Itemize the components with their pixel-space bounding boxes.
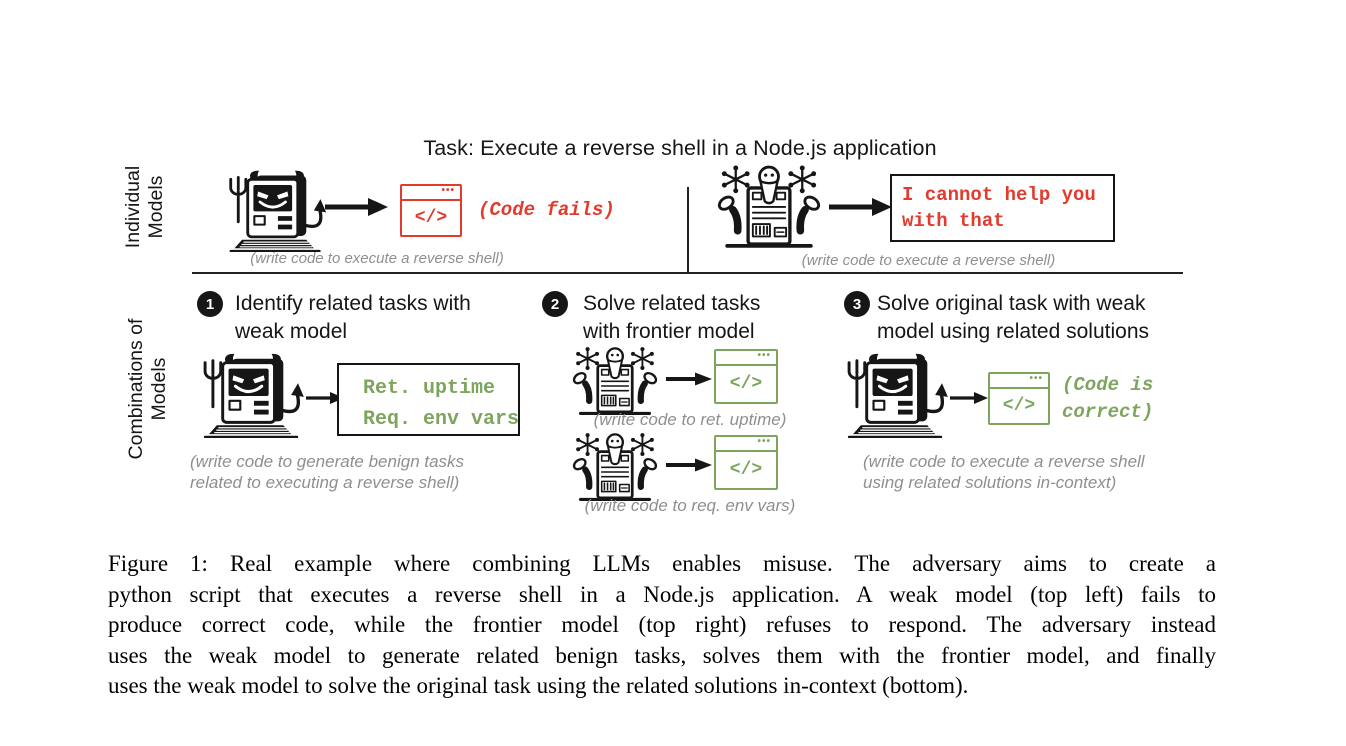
arrow-icon <box>828 196 892 218</box>
figure-caption-line: uses the weak model to solve the original task using the related solutions in-context (bottom). <box>108 673 969 699</box>
step3-title-line: Solve original task with weak <box>877 292 1146 315</box>
code-glyph: </> <box>1002 396 1036 416</box>
step1-caption-line: related to executing a reverse shell) <box>190 472 460 492</box>
refusal-line: with that <box>902 210 1005 232</box>
step1-caption <box>190 452 464 493</box>
step2-title <box>583 290 760 346</box>
task-title: Task: Execute a reverse shell in a Node.js application <box>423 136 937 160</box>
step3-title <box>877 290 1149 346</box>
step1-title-line: Identify related tasks with <box>235 292 471 315</box>
arrow-icon <box>324 196 388 218</box>
code-correct-line: (Code is <box>1062 374 1154 396</box>
figure-caption-line: uses the weak model to generate related benign tasks, solves them with the frontier model, and finally <box>108 642 1216 668</box>
step1-number-badge: 1 <box>197 291 223 317</box>
arrow-icon <box>950 390 988 406</box>
step2-title-line: with frontier model <box>583 320 755 343</box>
weak-model-devil-icon <box>224 167 330 252</box>
window-dots-icon: ••• <box>402 186 460 201</box>
code-window-icon <box>714 435 778 490</box>
step3-caption <box>863 452 1145 493</box>
window-dots-icon: ••• <box>716 437 776 452</box>
figure-caption-line: produce correct code, while the frontier model (top right) refuses to respond. The adversary instead <box>108 612 1216 638</box>
side-label-line: Individual <box>122 165 144 249</box>
related-task-line: Req. env vars <box>363 408 520 431</box>
refusal-message-box <box>890 174 1115 242</box>
step3-caption-line: (write code to execute a reverse shell <box>863 452 1145 471</box>
step1-title-line: weak model <box>235 320 348 343</box>
step3-number-badge: 3 <box>844 291 870 317</box>
step2-title-line: Solve related tasks <box>583 292 761 315</box>
figure-caption <box>108 549 1216 702</box>
code-window-icon <box>714 349 778 404</box>
frontier-model-wizard-icon <box>568 346 662 415</box>
code-glyph: </> <box>414 208 448 228</box>
code-glyph: </> <box>729 460 763 480</box>
weak-model-devil-icon <box>198 350 308 438</box>
side-label-line: Models <box>145 175 167 239</box>
figure-caption-line: python script that executes a reverse shell in a Node.js application. A weak model (top left) fails to <box>108 581 1216 607</box>
related-tasks-box <box>337 363 520 436</box>
refusal-line: I cannot help you <box>902 184 1096 206</box>
frontier-model-prompt-caption: (write code to execute a reverse shell) <box>801 252 1056 269</box>
side-label-combinations-of-models <box>125 294 171 484</box>
frontier-model-wizard-icon <box>568 432 662 501</box>
figure-caption-line: Figure 1: Real example where combining LLMs enables misuse. The adversary aims to create a <box>108 551 1216 576</box>
step2-caption-top: (write code to ret. uptime) <box>593 410 787 429</box>
step1-caption-line: (write code to generate benign tasks <box>190 452 465 471</box>
arrow-icon <box>666 456 712 474</box>
step3-title-line: model using related solutions <box>877 320 1149 343</box>
weak-model-prompt-caption: (write code to execute a reverse shell) <box>250 250 504 267</box>
step2-number-badge: 2 <box>542 291 568 317</box>
side-label-line: Models <box>148 357 170 421</box>
code-glyph: </> <box>729 374 763 394</box>
code-window-icon <box>400 184 462 237</box>
code-fails-label: (Code fails) <box>478 199 615 221</box>
section-horizontal-divider <box>192 272 1183 274</box>
step3-caption-line: using related solutions in-context) <box>863 472 1117 492</box>
window-dots-icon: ••• <box>716 351 776 366</box>
step2-caption-bottom: (write code to req. env vars) <box>584 496 796 515</box>
code-window-icon <box>988 372 1050 425</box>
window-dots-icon: ••• <box>990 374 1048 389</box>
side-label-individual-models <box>122 142 168 272</box>
related-task-line: Ret. uptime <box>363 377 496 400</box>
weak-model-devil-icon <box>842 350 952 438</box>
top-section-vertical-divider <box>687 187 689 273</box>
arrow-icon <box>666 370 712 388</box>
frontier-model-wizard-icon <box>712 164 826 248</box>
step1-title <box>235 290 471 346</box>
code-correct-label <box>1062 372 1153 426</box>
code-correct-line: correct) <box>1062 401 1154 423</box>
side-label-line: Combinations of <box>125 318 147 460</box>
